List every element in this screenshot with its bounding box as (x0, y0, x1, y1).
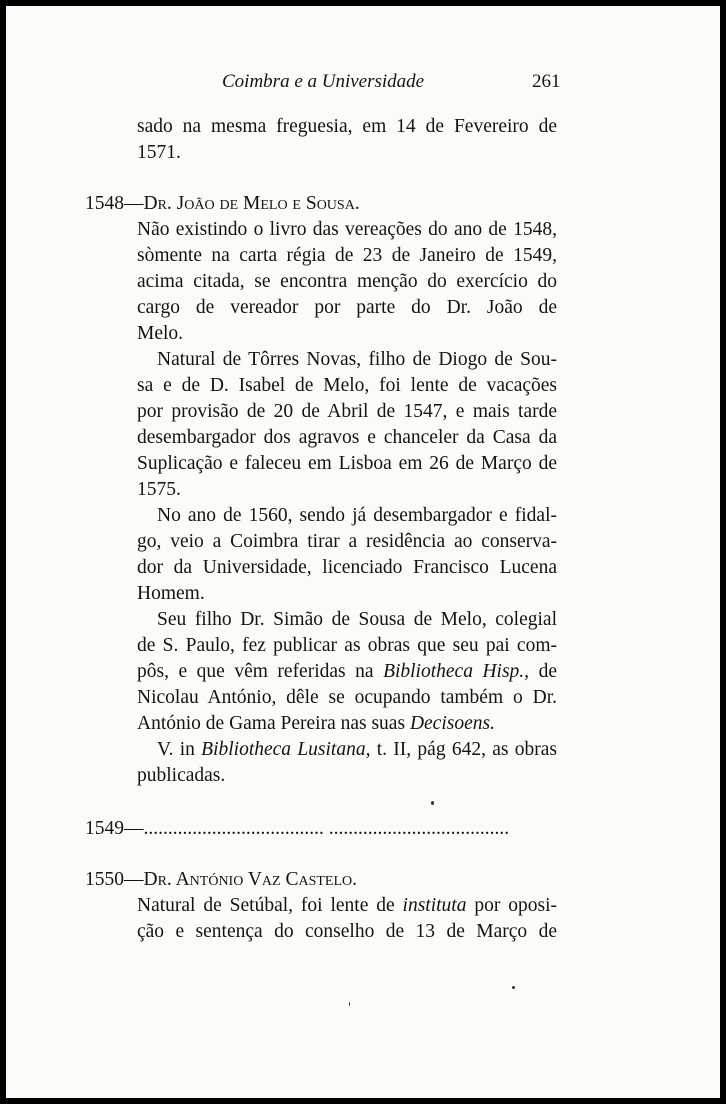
text-line: Melo. (137, 323, 184, 344)
text-line: publicadas. (137, 765, 226, 786)
text-line: 1575. (137, 479, 181, 500)
text-line: dor da Universidade, licenciado Francisco Lucena (137, 557, 557, 578)
entry-1548-paragraph-1 (137, 217, 557, 347)
text-run: António de Gama Pereira nas suas (137, 713, 410, 734)
entry-name: Dr. João de Melo e Sousa. (143, 193, 360, 214)
text-line: desembargador dos agravos e chanceler da Casa da (137, 427, 557, 448)
text-line: Nicolau António, dêle se ocupando também o Dr. (137, 687, 557, 708)
ink-speck (349, 1002, 350, 1006)
entry-year: 1548— (85, 193, 144, 214)
text-run: t. II, pág 642, as obras (370, 739, 557, 760)
entry-name: Dr. António Vaz Castelo. (143, 869, 358, 890)
entry-1548-paragraph-5 (137, 737, 557, 789)
text-run: de (529, 661, 557, 682)
entry-1548-paragraph-4 (137, 607, 557, 737)
entry-year: 1550— (85, 869, 144, 890)
ink-speck (431, 801, 434, 805)
cited-title: Decisoens. (409, 713, 495, 734)
entry-1548-paragraph-2 (137, 347, 557, 503)
entry-1549-line (85, 816, 565, 842)
text-run: por oposi- (466, 895, 557, 916)
text-line: No ano de 1560, sendo já desembargador e fidal- (157, 505, 557, 526)
text-line: Natural de Tôrres Novas, filho de Diogo de Sou- (157, 349, 557, 370)
text-line: Homem. (137, 583, 205, 604)
text-run: Natural de Setúbal, foi lente de (137, 895, 403, 916)
entry-1548-heading (85, 191, 565, 217)
text-line: Suplicação e faleceu em Lisboa em 26 de Março de (137, 453, 557, 474)
text-line: go, veio a Coimbra tirar a residência ao conserva- (137, 531, 557, 552)
cited-title: Bibliotheca Lusitana, (201, 739, 371, 760)
entry-1548-paragraph-3 (137, 503, 557, 607)
ink-speck (512, 986, 515, 989)
text-line (137, 711, 557, 737)
text-line: cargo de vereador por parte do Dr. João de (137, 297, 557, 318)
book-page (6, 6, 720, 1098)
cited-title: Bibliotheca Hisp., (383, 661, 530, 682)
page-number: 261 (532, 71, 561, 92)
text-line: acima citada, se encontra menção do exercício do (137, 271, 557, 292)
text-line (137, 659, 557, 685)
text-run: V. in (157, 739, 202, 760)
entry-1550-paragraph-1 (137, 893, 557, 945)
page-header (6, 69, 720, 95)
text-line: Seu filho Dr. Simão de Sousa de Melo, colegial (157, 609, 557, 630)
continuation-paragraph (137, 114, 557, 166)
text-line: Não existindo o livro das vereações do ano de 1548, (137, 219, 557, 240)
legal-term: instituta (402, 895, 467, 916)
text-run: pôs, e que vêm referidas na (137, 661, 384, 682)
text-line: de S. Paulo, fez publicar as obras que seu pai com- (137, 635, 557, 656)
dotted-leader: ..................................... ..................................... (143, 818, 510, 839)
text-line: sa e de D. Isabel de Melo, foi lente de vacações (137, 375, 557, 396)
text-line: sado na mesma freguesia, em 14 de Fevereiro de (137, 116, 557, 137)
text-line: por provisão de 20 de Abril de 1547, e mais tarde (137, 401, 557, 422)
text-line: 1571. (137, 142, 181, 163)
text-line (137, 893, 557, 919)
entry-1550-heading (85, 867, 565, 893)
text-line (137, 737, 557, 763)
running-title: Coimbra e a Universidade (222, 71, 425, 92)
text-line: ção e sentença do conselho de 13 de Março de (137, 921, 557, 942)
entry-year: 1549— (85, 818, 144, 839)
text-line: sòmente na carta régia de 23 de Janeiro de 1549, (137, 245, 557, 266)
